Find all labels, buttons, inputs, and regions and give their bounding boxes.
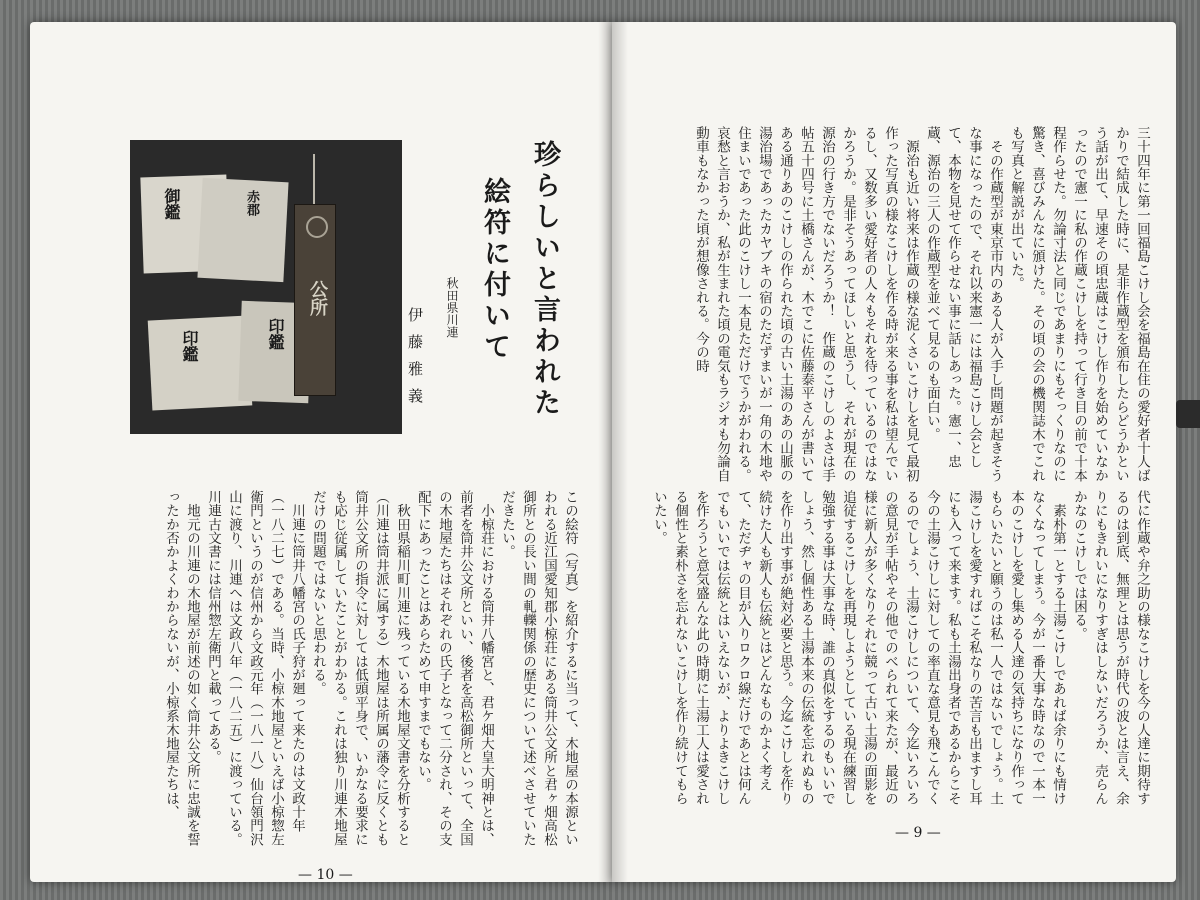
article-title-line-2: 絵符に付いて	[479, 177, 510, 363]
author-name: 伊藤雅義	[406, 307, 424, 415]
ema-tags-photo	[130, 140, 402, 434]
photo-ink-text: 公所	[307, 280, 328, 316]
body-text-upper: 三十四年に第一回福島こけし会を福島在住の愛好者十人ばかりで結成した時に、是非作蔵型を頒布したらどうかという話が出て、早速その頃忠蔵はこけし作りを始めていなかったので憲一に私の作蔵こけしを持って行き目の前で十本程作らせた。勿論寸法と同じであまりにもそっくりなのに驚き、喜びみんなに頒けた。その頃の会の機関誌木でこれも写真と解説が出ていた。 その作蔵型が東京市内のある人が入手し問題が起きそうな事になったので、それ以来憲一には福島こけし会として、本物を見せて作らせない事に話しあった。憲一、忠蔵、源治の三人の作蔵型を並べて見るのも面白い。 源治も近い将来は作蔵の様な泥くさいこけしを見て最初作った写真の様なこけしを作る時が来る事を私は望んでいるし、又数多い愛好者の人々もそれを待っているのではなかろうか。是非そうあってほしいと思うし、それが現在の源治の行き方でないだろうか！ 作蔵のこけしのよさは手帖五十四号に土橋さんが、木でこに佐藤泰平さんが書いてある通りあのこけしの作られた頃の古い土湯のあの山脈の湯治場であったカヤブキの宿のただずまいが一角の木地や住まいであった此のこけし一本見ただけでうかがわれる。哀愁と言おうか、私が生まれた頃の電気もラジオも勿論自動車もなかった頃が想像される。今の時	[693, 126, 1150, 483]
author-affiliation: 秋田県川連	[445, 277, 459, 338]
photo-crest-icon	[306, 216, 328, 238]
left-page	[30, 22, 612, 882]
photo-ink-text: 赤郡	[244, 190, 259, 216]
right-page	[612, 22, 1176, 882]
article-title-line-1: 珍らしいと言われた	[529, 140, 560, 419]
binder-clip	[1176, 400, 1200, 428]
page-number: — 9 —	[895, 825, 941, 841]
article-body-text: この絵符（写真）を紹介するに当って、木地屋の本源といわれる近江国愛知郡小椋荘にある筒井公文所と君ヶ畑高松御所との長い間の軋轢関係の歴史について述べさせていただきたい。 小椋荘における筒井八幡宮と、君ケ畑大皇大明神とは、前者を筒井公文所といい、後者を高松御所といって、全国の木地屋たちはそれぞれの氏子となって二分され、その支配下にあったことはあらためて申すまでもない。 秋田県稲川町川連に残っている木地屋文書を分析すると（川連は筒井派に属する）木地屋は所属の藩令に反くとも筒井公文所の指令に対しては低頭平身で、いかなる要求にも応じ従属していたことがわかる。これは独り川連木地屋だけの問題ではないと思われる。 川連に筒井八幡宮の氏子狩が廻って来たのは文政十年（一八二七）である。当時、小椋木地屋といえば小椋惣左衛門というのが信州から文政元年（一八一八）仙台領門沢山に渡り、川連へは文政八年（一八二五）に渡っている。川連古文書には信州惣左衛門と載ってある。 地元の川連の木地屋が前述の如く筒井公文所に忠誠を誓ったか否かよくわからないが、小椋系木地屋たちは、	[163, 490, 578, 847]
photo-cord	[313, 154, 315, 206]
photo-ink-text: 印鑑	[180, 330, 199, 362]
photo-ink-text: 御鑑	[162, 188, 181, 220]
body-text-lower: 代に作蔵や弁之助の様なこけしを今の人達に期待するのは到底、無理とは思うが時代の波とは言え、余りにもきれいになりすぎはしないだろうか、売らんかなのこけしでは困る。 素朴第一とする土湯こけしであれば余りにも情けなくなってしまう。今が一番大事な時なので一本一本のこけしを愛し集める人達の気持ちになり作ってもらいたいと願うのは私一人ではないでしょう。土湯こけしを愛すればこそ私なりの苦言も出ますし耳にも入って来ます。私も土湯出身者であるからこそ今の土湯こけしに対しての率直な意見も飛こんでくるのでしょう、土湯こけしについて、今迄いろいろの意見が手帖やその他でのべられて来たが、最近の様に新人が多くなりそれに競って古い土湯の面影を追従するこけしを再現しようとしている現在練習し勉強する事は大事な時、誰の真似をするのもいいでしょう、然し個性ある土湯本来の伝統を忘れぬものを作り出す事が絶対必要と思う。今迄こけしを作り続けた人も新人も伝統とはどんなものかよく考えて、ただヂャの目が入りロクロ線だけであとは何んでもいいでは伝統とはいえないが、よりよきこけしを作ろうと意気盛んな此の時期に土湯工人は愛される個性と素朴さを忘れないこけしを作り続けてもらいたい。	[651, 490, 1150, 806]
photo-ink-text: 印鑑	[266, 318, 285, 350]
page-number: — 10 —	[298, 867, 353, 883]
